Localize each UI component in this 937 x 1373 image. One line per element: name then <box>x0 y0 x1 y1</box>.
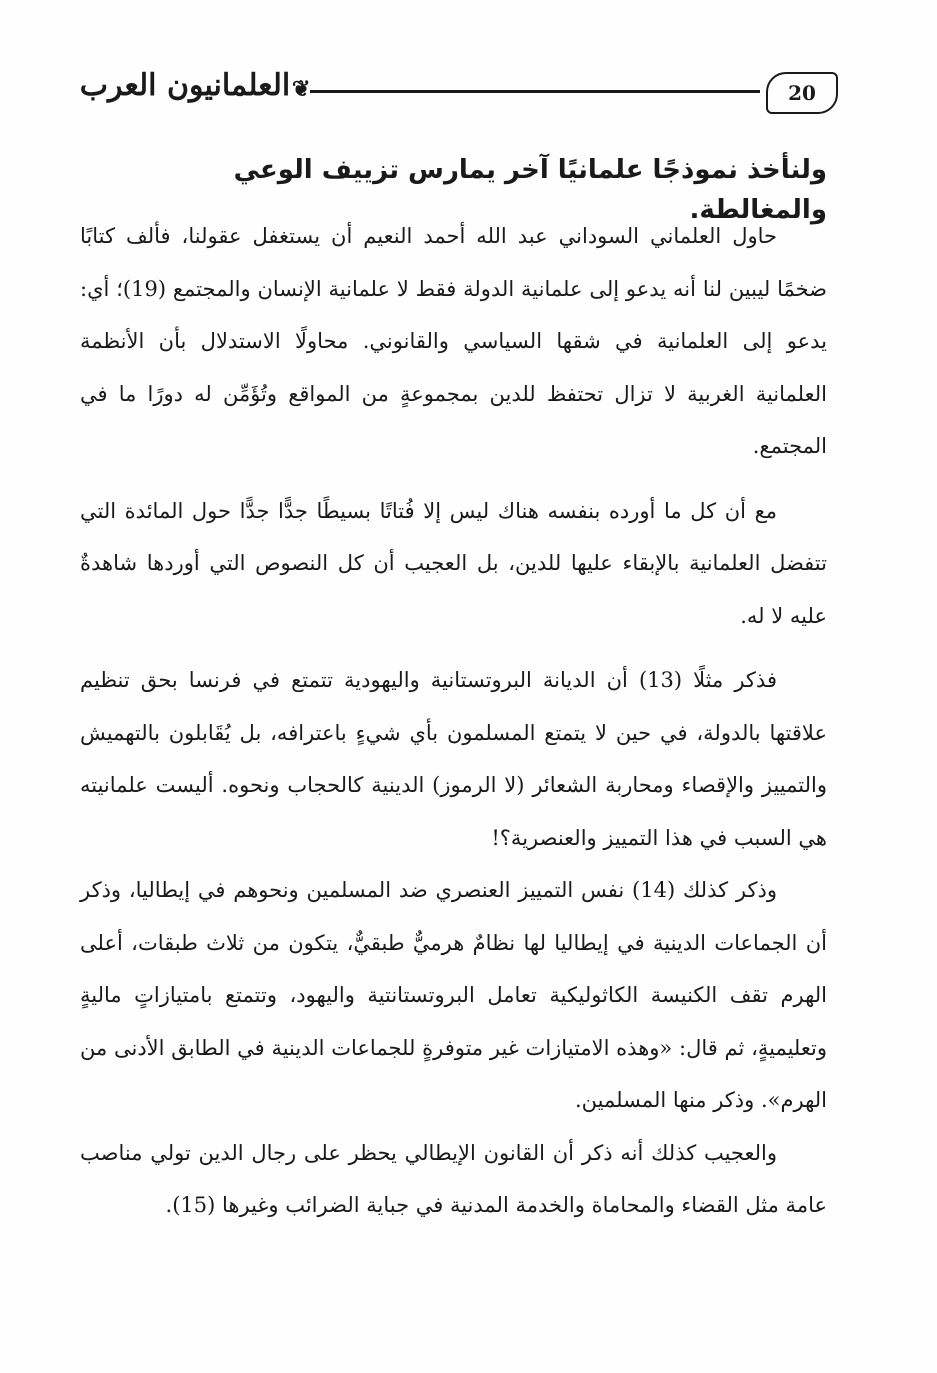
body-text <box>80 210 827 1232</box>
paragraph-5: والعجيب كذلك أنه ذكر أن القانون الإيطالي يحظر على رجال الدين تولي مناصب عامة مثل القضاء والمحاماة والخدمة المدنية في جباية الضرائب وغيرها (15). <box>80 1140 827 1217</box>
page-header <box>60 62 850 122</box>
paragraph-2: مع أن كل ما أورده بنفسه هناك ليس إلا فُتاتًا بسيطًا جدًّا جدًّا حول المائدة التي تتفضل العلمانية بالإبقاء عليها للدين، بل العجيب أن كل النصوص التي أوردها شاهدةٌ عليه لا له. <box>80 498 827 628</box>
book-title: العلمانيون العرب <box>79 68 291 103</box>
paragraph-3: فذكر مثلًا (13) أن الديانة البروتستانية واليهودية تتمتع في فرنسا بحق تنظيم علاقتها بالدولة، في حين لا يتمتع المسلمون بأي شيءٍ باعترافه، بل يُقَابلون بالتهميش والتمييز والإقصاء ومحاربة الشعائر (لا الرموز) الدينية كالحجاب ونحوه. أليست علمانيته هي السبب في هذا التمييز والعنصرية؟! <box>80 668 827 850</box>
paragraph-4: وذكر كذلك (14) نفس التمييز العنصري ضد المسلمين ونحوهم في إيطاليا، وذكر أن الجماعات الدينية في إيطاليا لها نظامٌ هرميٌّ طبقيٌّ، يتكون من ثلاث طبقات، أعلى الهرم تقف الكنيسة الكاثوليكية تعامل البروتستانتية واليهود، وتتمتع بامتيازاتٍ ماليةٍ وتعليميةٍ، ثم قال: «وهذه الامتيازات غير متوفرةٍ للجماعات الدينية في الطابق الأدنى من الهرم». وذكر منها المسلمين. <box>80 878 827 1112</box>
header-rule <box>310 90 760 93</box>
page-number: 20 <box>766 72 838 114</box>
paragraph-1: حاول العلماني السوداني عبد الله أحمد النعيم أن يستغفل عقولنا، فألف كتابًا ضخمًا ليبين لنا أنه يدعو إلى علمانية الدولة فقط لا علمانية الإنسان والمجتمع (19)؛ أي: يدعو إلى العلمانية في شقها السياسي والقانوني. محاولًا الاستدلال بأن الأنظمة العلمانية الغربية لا تزال تحتفظ للدين بمجموعةٍ من المواقع وتُؤَمِّن له دورًا ما في المجتمع. <box>80 224 827 458</box>
section-heading: ولنأخذ نموذجًا علمانيًا آخر يمارس تزييف الوعي والمغالطة. <box>233 155 827 225</box>
ornament-icon: ❦ <box>292 76 311 102</box>
